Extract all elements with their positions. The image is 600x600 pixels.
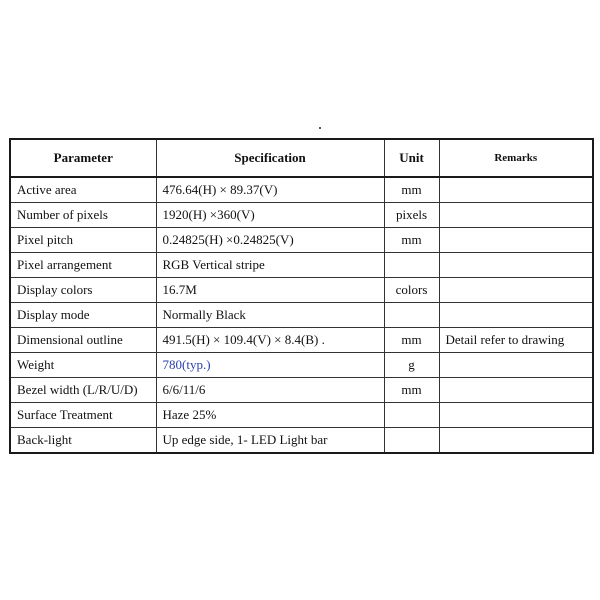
cell-specification: Up edge side, 1- LED Light bar: [156, 428, 384, 454]
table-row: [10, 428, 593, 454]
cell-parameter: Weight: [10, 353, 156, 378]
cell-remarks: [439, 403, 593, 428]
header-unit: Unit: [384, 139, 439, 177]
cell-specification: 6/6/11/6: [156, 378, 384, 403]
cell-remarks: [439, 353, 593, 378]
cell-specification: 1920(H) ×360(V): [156, 203, 384, 228]
cell-parameter: Number of pixels: [10, 203, 156, 228]
cell-remarks: [439, 428, 593, 454]
table-row: [10, 403, 593, 428]
cell-specification: Haze 25%: [156, 403, 384, 428]
table-row: [10, 228, 593, 253]
cell-unit: mm: [384, 378, 439, 403]
cell-unit: [384, 253, 439, 278]
cell-unit: mm: [384, 328, 439, 353]
cell-remarks: [439, 303, 593, 328]
cell-unit: mm: [384, 228, 439, 253]
table-row: [10, 328, 593, 353]
cell-parameter: Dimensional outline: [10, 328, 156, 353]
cell-specification: 780(typ.): [156, 353, 384, 378]
cell-remarks: Detail refer to drawing: [439, 328, 593, 353]
cell-unit: pixels: [384, 203, 439, 228]
header-parameter: Parameter: [10, 139, 156, 177]
cell-parameter: Pixel arrangement: [10, 253, 156, 278]
cell-remarks: [439, 228, 593, 253]
cell-specification: 0.24825(H) ×0.24825(V): [156, 228, 384, 253]
cell-remarks: [439, 278, 593, 303]
cell-parameter: Bezel width (L/R/U/D): [10, 378, 156, 403]
cell-unit: mm: [384, 177, 439, 203]
cell-unit: [384, 403, 439, 428]
cell-parameter: Pixel pitch: [10, 228, 156, 253]
stray-dot: [319, 127, 321, 129]
cell-remarks: [439, 253, 593, 278]
table-row: [10, 203, 593, 228]
table-row: [10, 303, 593, 328]
header-remarks: Remarks: [439, 139, 593, 177]
cell-specification: 16.7M: [156, 278, 384, 303]
cell-unit: g: [384, 353, 439, 378]
cell-remarks: [439, 203, 593, 228]
table-header-row: [10, 139, 593, 177]
table-row: [10, 278, 593, 303]
cell-specification: 476.64(H) × 89.37(V): [156, 177, 384, 203]
cell-unit: colors: [384, 278, 439, 303]
header-specification: Specification: [156, 139, 384, 177]
cell-parameter: Surface Treatment: [10, 403, 156, 428]
table-row: [10, 177, 593, 203]
table-row: [10, 378, 593, 403]
table-row: [10, 353, 593, 378]
cell-parameter: Display mode: [10, 303, 156, 328]
cell-parameter: Back-light: [10, 428, 156, 454]
cell-specification: RGB Vertical stripe: [156, 253, 384, 278]
cell-remarks: [439, 177, 593, 203]
cell-parameter: Active area: [10, 177, 156, 203]
table-row: [10, 253, 593, 278]
cell-unit: [384, 303, 439, 328]
specification-table: [9, 138, 594, 454]
cell-parameter: Display colors: [10, 278, 156, 303]
cell-specification: Normally Black: [156, 303, 384, 328]
cell-remarks: [439, 378, 593, 403]
cell-unit: [384, 428, 439, 454]
cell-specification: 491.5(H) × 109.4(V) × 8.4(B) .: [156, 328, 384, 353]
